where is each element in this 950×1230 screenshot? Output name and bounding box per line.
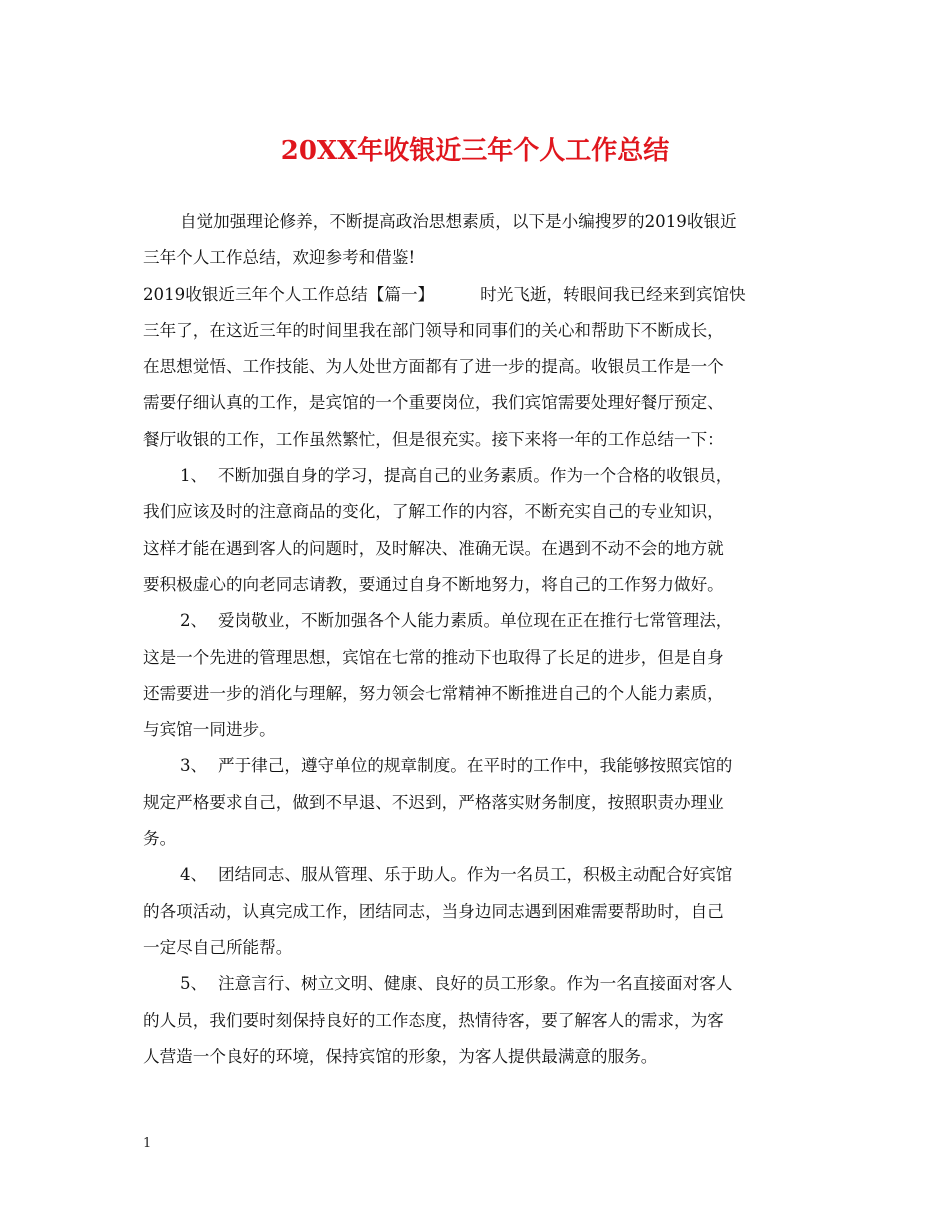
text-line: 三年个人工作总结，欢迎参考和借鉴! <box>143 248 416 268</box>
item-5-line <box>143 966 808 1002</box>
text-line: 规定严格要求自己，做到不早退、不迟到，严格落实财务制度，按照职责办理业 <box>143 792 724 812</box>
body-line <box>143 422 808 458</box>
body-line <box>143 930 808 966</box>
body-line <box>143 1003 808 1039</box>
item-4-line <box>143 857 808 893</box>
text-line: 一定尽自己所能帮。 <box>143 937 293 957</box>
item-number: 4、 <box>180 865 208 885</box>
body-line <box>143 676 808 712</box>
body-line <box>143 1039 808 1075</box>
body-line <box>143 494 808 530</box>
item-number: 3、 <box>180 756 208 776</box>
body-line <box>143 531 808 567</box>
text-line: 需要仔细认真的工作，是宾馆的一个重要岗位，我们宾馆需要处理好餐厅预定、 <box>143 393 724 413</box>
text-line: 三年了，在这近三年的时间里我在部门领导和同事们的关心和帮助下不断成长， <box>143 320 724 340</box>
text-line: 严于律己，遵守单位的规章制度。在平时的工作中，我能够按照宾馆的 <box>218 756 733 776</box>
text-line: 这是一个先进的管理思想，宾馆在七常的推动下也取得了长足的进步，但是自身 <box>143 647 724 667</box>
body-line <box>143 821 808 857</box>
body-line <box>143 313 808 349</box>
text-line: 时光飞逝，转眼间我已经来到宾馆快 <box>480 284 746 304</box>
item-2-line <box>143 603 808 639</box>
text-line: 这样才能在遇到客人的问题时，及时解决、准确无误。在遇到不动不会的地方就 <box>143 538 724 558</box>
intro-line-2 <box>143 240 808 276</box>
text-line: 在思想觉悟、工作技能、为人处世方面都有了进一步的提高。收银员工作是一个 <box>143 357 724 377</box>
body-line <box>143 349 808 385</box>
text-line: 自觉加强理论修养，不断提高政治思想素质，以下是小编搜罗的2019收银近 <box>180 212 737 231</box>
section-heading: 2019收银近三年个人工作总结【篇一】 <box>143 284 435 304</box>
item-number: 5、 <box>180 974 208 994</box>
body-line <box>143 785 808 821</box>
text-line: 人营造一个良好的环境，保持宾馆的形象，为客人提供最满意的服务。 <box>143 1046 658 1066</box>
text-line: 的人员，我们要时刻保持良好的工作态度，热情待客，要了解客人的需求，为客 <box>143 1010 724 1030</box>
body-line <box>143 894 808 930</box>
body-line <box>143 567 808 603</box>
text-line: 注意言行、树立文明、健康、良好的员工形象。作为一名直接面对客人 <box>218 974 733 994</box>
body-line <box>143 712 808 748</box>
item-3-line <box>143 748 808 784</box>
item-number: 2、 <box>180 611 208 631</box>
item-1-line <box>143 458 808 494</box>
text-line: 务。 <box>143 829 177 849</box>
text-line: 的各项活动，认真完成工作，团结同志，当身边同志遇到困难需要帮助时，自己 <box>143 901 724 921</box>
body-line <box>143 640 808 676</box>
text-line: 爱岗敬业，不断加强各个人能力素质。单位现在正在推行七常管理法， <box>218 611 733 631</box>
text-line: 我们应该及时的注意商品的变化，了解工作的内容，不断充实自己的专业知识， <box>143 502 724 522</box>
document-body <box>143 204 808 1075</box>
document-title: 20XX年收银近三年个人工作总结 <box>280 136 670 166</box>
text-line: 餐厅收银的工作，工作虽然繁忙，但是很充实。接下来将一年的工作总结一下： <box>143 429 724 449</box>
text-line: 还需要进一步的消化与理解，努力领会七常精神不断推进自己的个人能力素质， <box>143 683 724 703</box>
page-number: 1 <box>143 1136 152 1151</box>
text-line: 不断加强自身的学习，提高自己的业务素质。作为一个合格的收银员， <box>218 466 733 486</box>
body-line <box>143 385 808 421</box>
intro-line-1 <box>143 204 808 240</box>
item-number: 1、 <box>180 466 208 486</box>
text-line: 要积极虚心的向老同志请教，要通过自身不断地努力，将自己的工作努力做好。 <box>143 574 724 594</box>
section-heading-line <box>143 277 808 313</box>
text-line: 团结同志、服从管理、乐于助人。作为一名员工，积极主动配合好宾馆 <box>218 865 733 885</box>
text-line: 与宾馆一同进步。 <box>143 720 276 740</box>
